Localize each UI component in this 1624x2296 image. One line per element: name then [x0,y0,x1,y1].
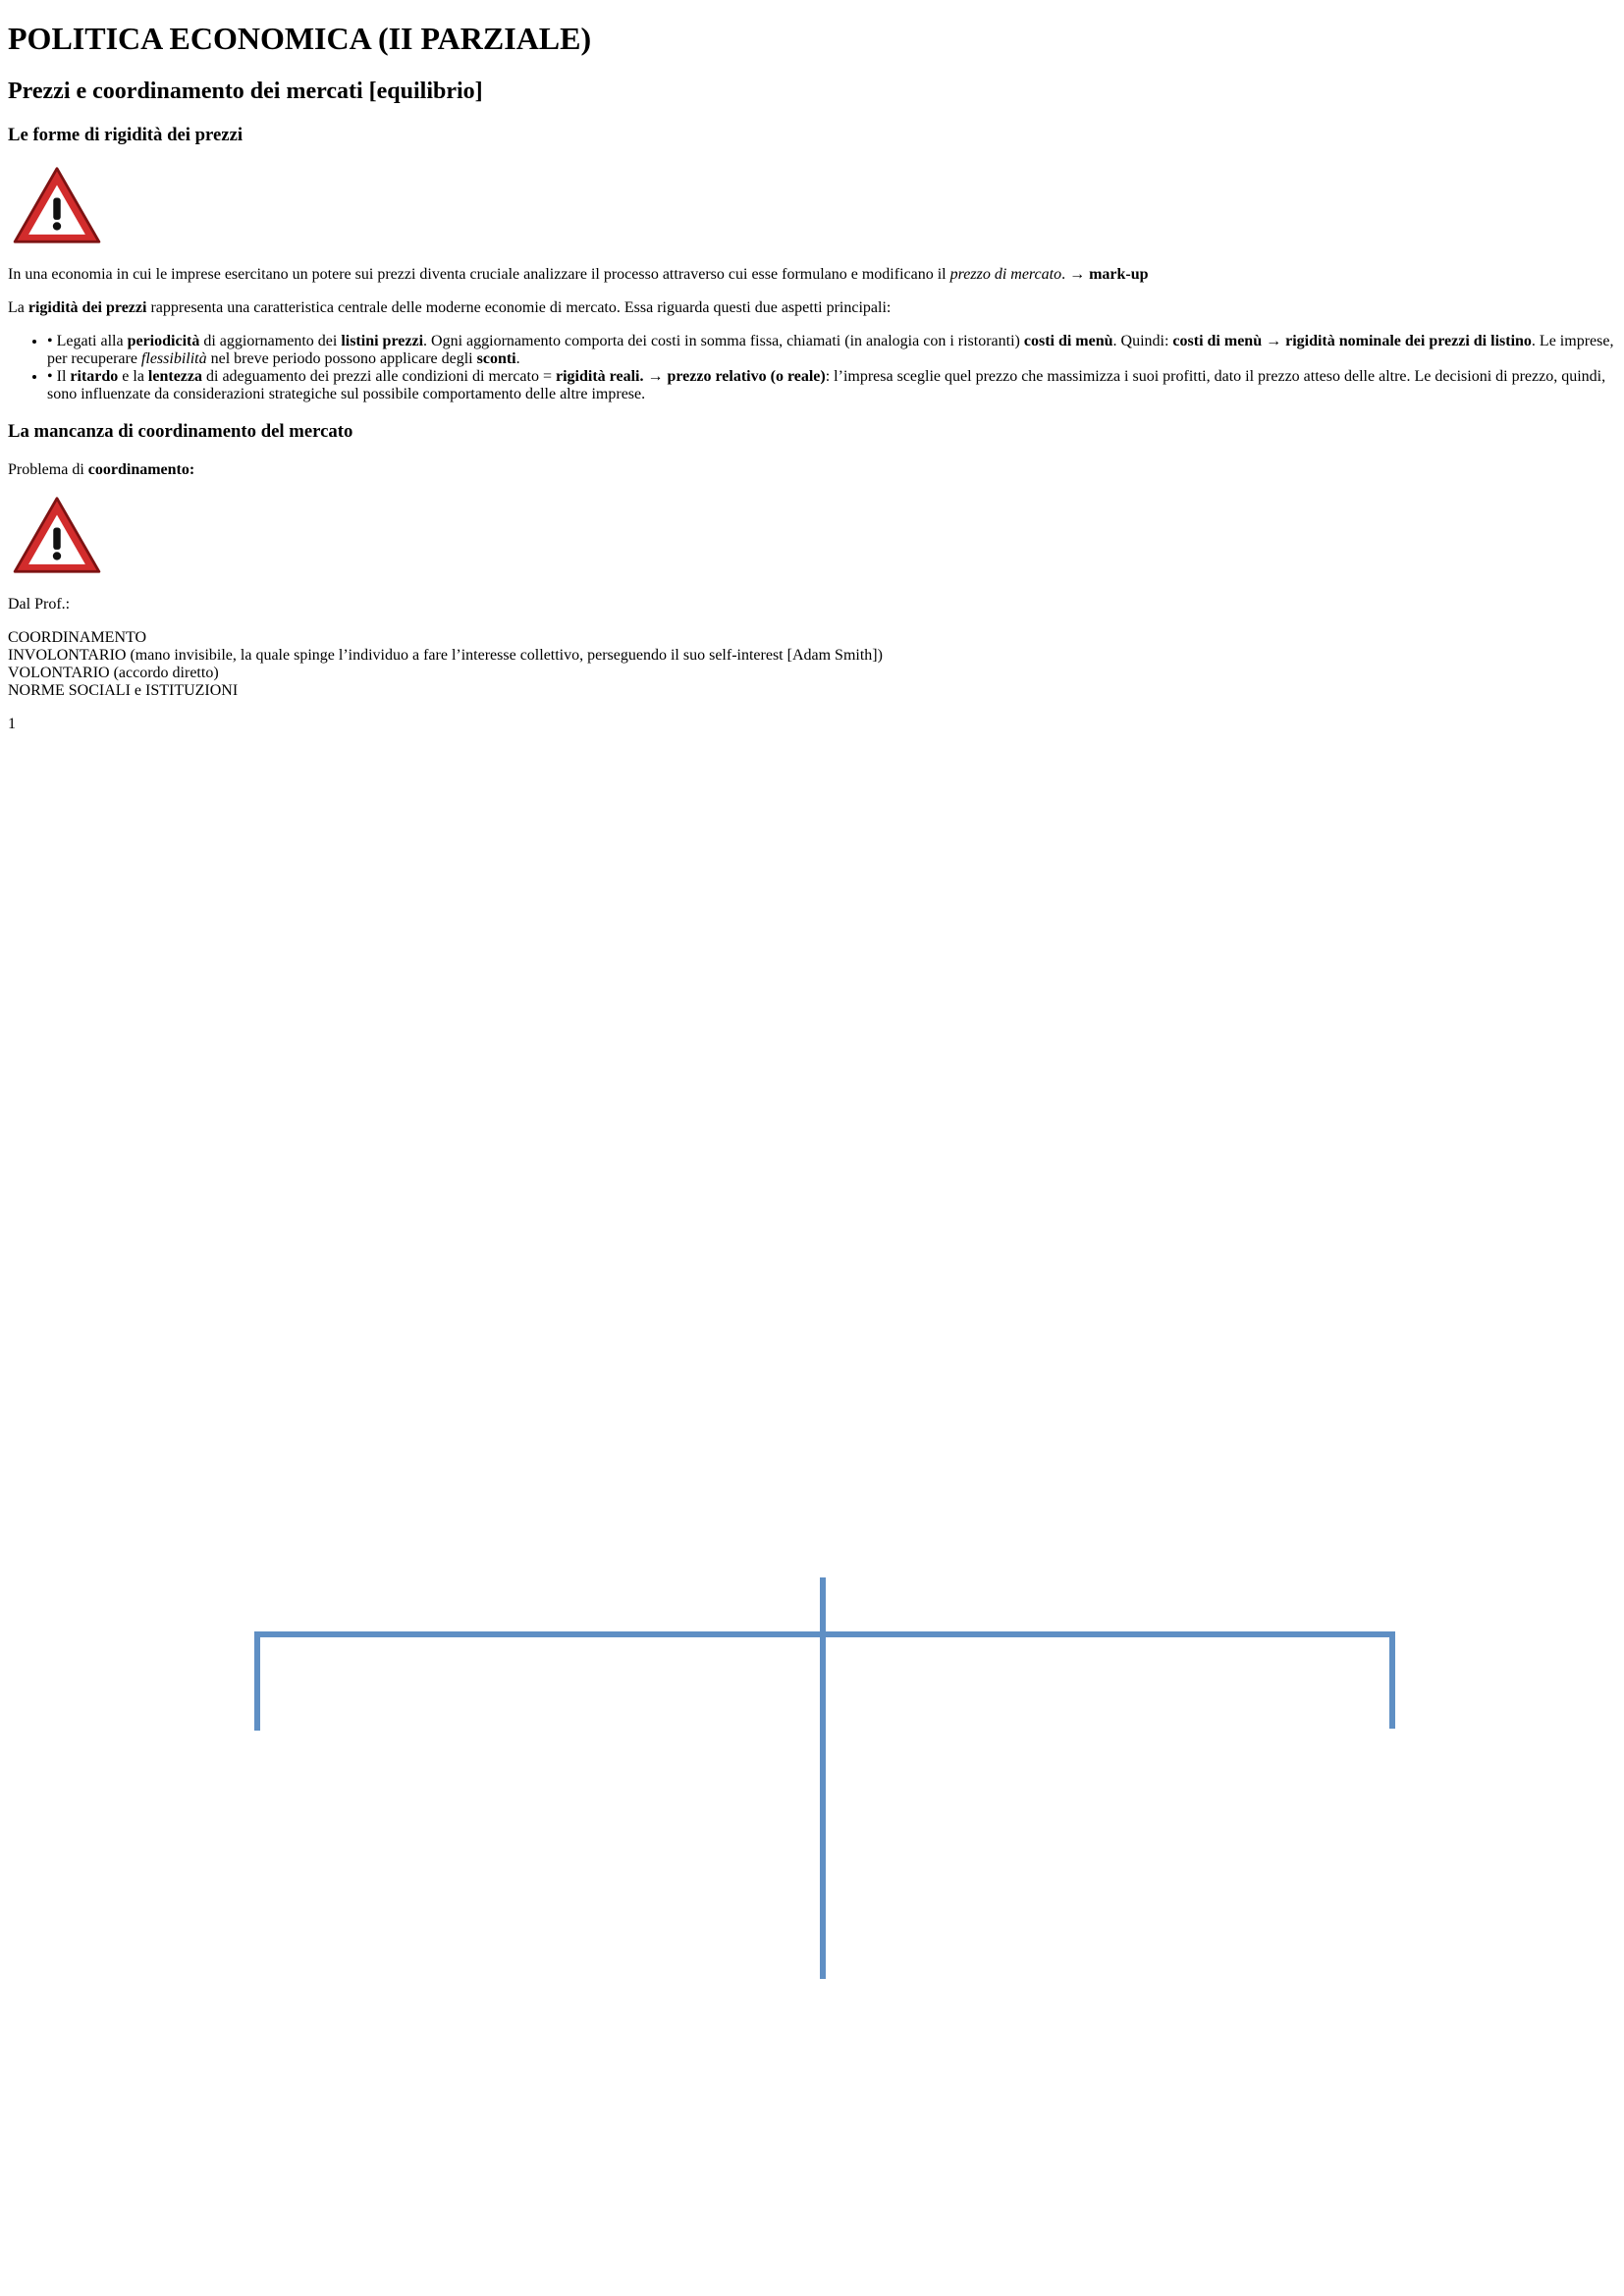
diagram-node-involontario: INVOLONTARIO (mano invisibile, la quale spinge l’individuo a fare l’interesse collettivo, perseguendo il suo self-interest [Adam Smith]) [8,646,883,664]
section-heading-prezzi: Prezzi e coordinamento dei mercati [equilibrio] [8,78,483,104]
professor-note-label: Dal Prof.: [8,595,71,613]
problem-statement: Problema di coordinamento: [8,460,195,478]
paragraph-rigidita-prezzi: La rigidità dei prezzi rappresenta una caratteristica centrale delle moderne economie di mercato. Essa riguarda questi due aspetti principali: [8,298,892,316]
list-item-rigidita-reali: • • Il ritardo e la lentezza di adeguamento dei prezzi alle condizioni di mercato = rigidità reali. → prezzo relativo (o reale): l’impresa sceglie quel prezzo che massimizza i suoi profitti, dato il prezzo atteso delle altre. Le decisioni di prezzo, quindi, sono influenzate da considerazioni strategiche sul possibile comportamento delle altre imprese. [47,368,1616,403]
document-title: POLITICA ECONOMICA (II PARZIALE) [8,21,592,57]
subheading-mancanza-coordinamento: La mancanza di coordinamento del mercato [8,421,353,443]
list-item-costi-menu: • • Legati alla periodicità di aggiornamento dei listini prezzi. Ogni aggiornamento comporta dei costi in somma fissa, chiamati (in analogia con i ristoranti) costi di menù. Quindi: costi di menù → rigidità nominale dei prezzi di listino. Le imprese, per recuperare flessibilità nel breve periodo possono applicare degli sconti. [47,333,1616,368]
diagram-node-norme-sociali: NORME SOCIALI e ISTITUZIONI [8,681,239,699]
paragraph-potere-prezzi: In una economia in cui le imprese esercitano un potere sui prezzi diventa cruciale analizzare il processo attraverso cui esse formulano e modificano il prezzo di mercato. → mark-up [8,265,1149,283]
diagram-node-volontario: VOLONTARIO (accordo diretto) [8,664,219,681]
document-page [8,21,1616,733]
bullet-icon: • [47,367,53,385]
page-number: 1 [8,715,16,732]
diagram-node-coordinamento: COORDINAMENTO [8,628,147,646]
arrow-right-icon: → [643,367,664,385]
subheading-rigidita: Le forme di rigidità dei prezzi [8,124,244,145]
bullet-icon: • [47,332,53,349]
arrow-right-icon: → [1266,332,1282,349]
arrow-right-icon: → [1069,265,1086,283]
